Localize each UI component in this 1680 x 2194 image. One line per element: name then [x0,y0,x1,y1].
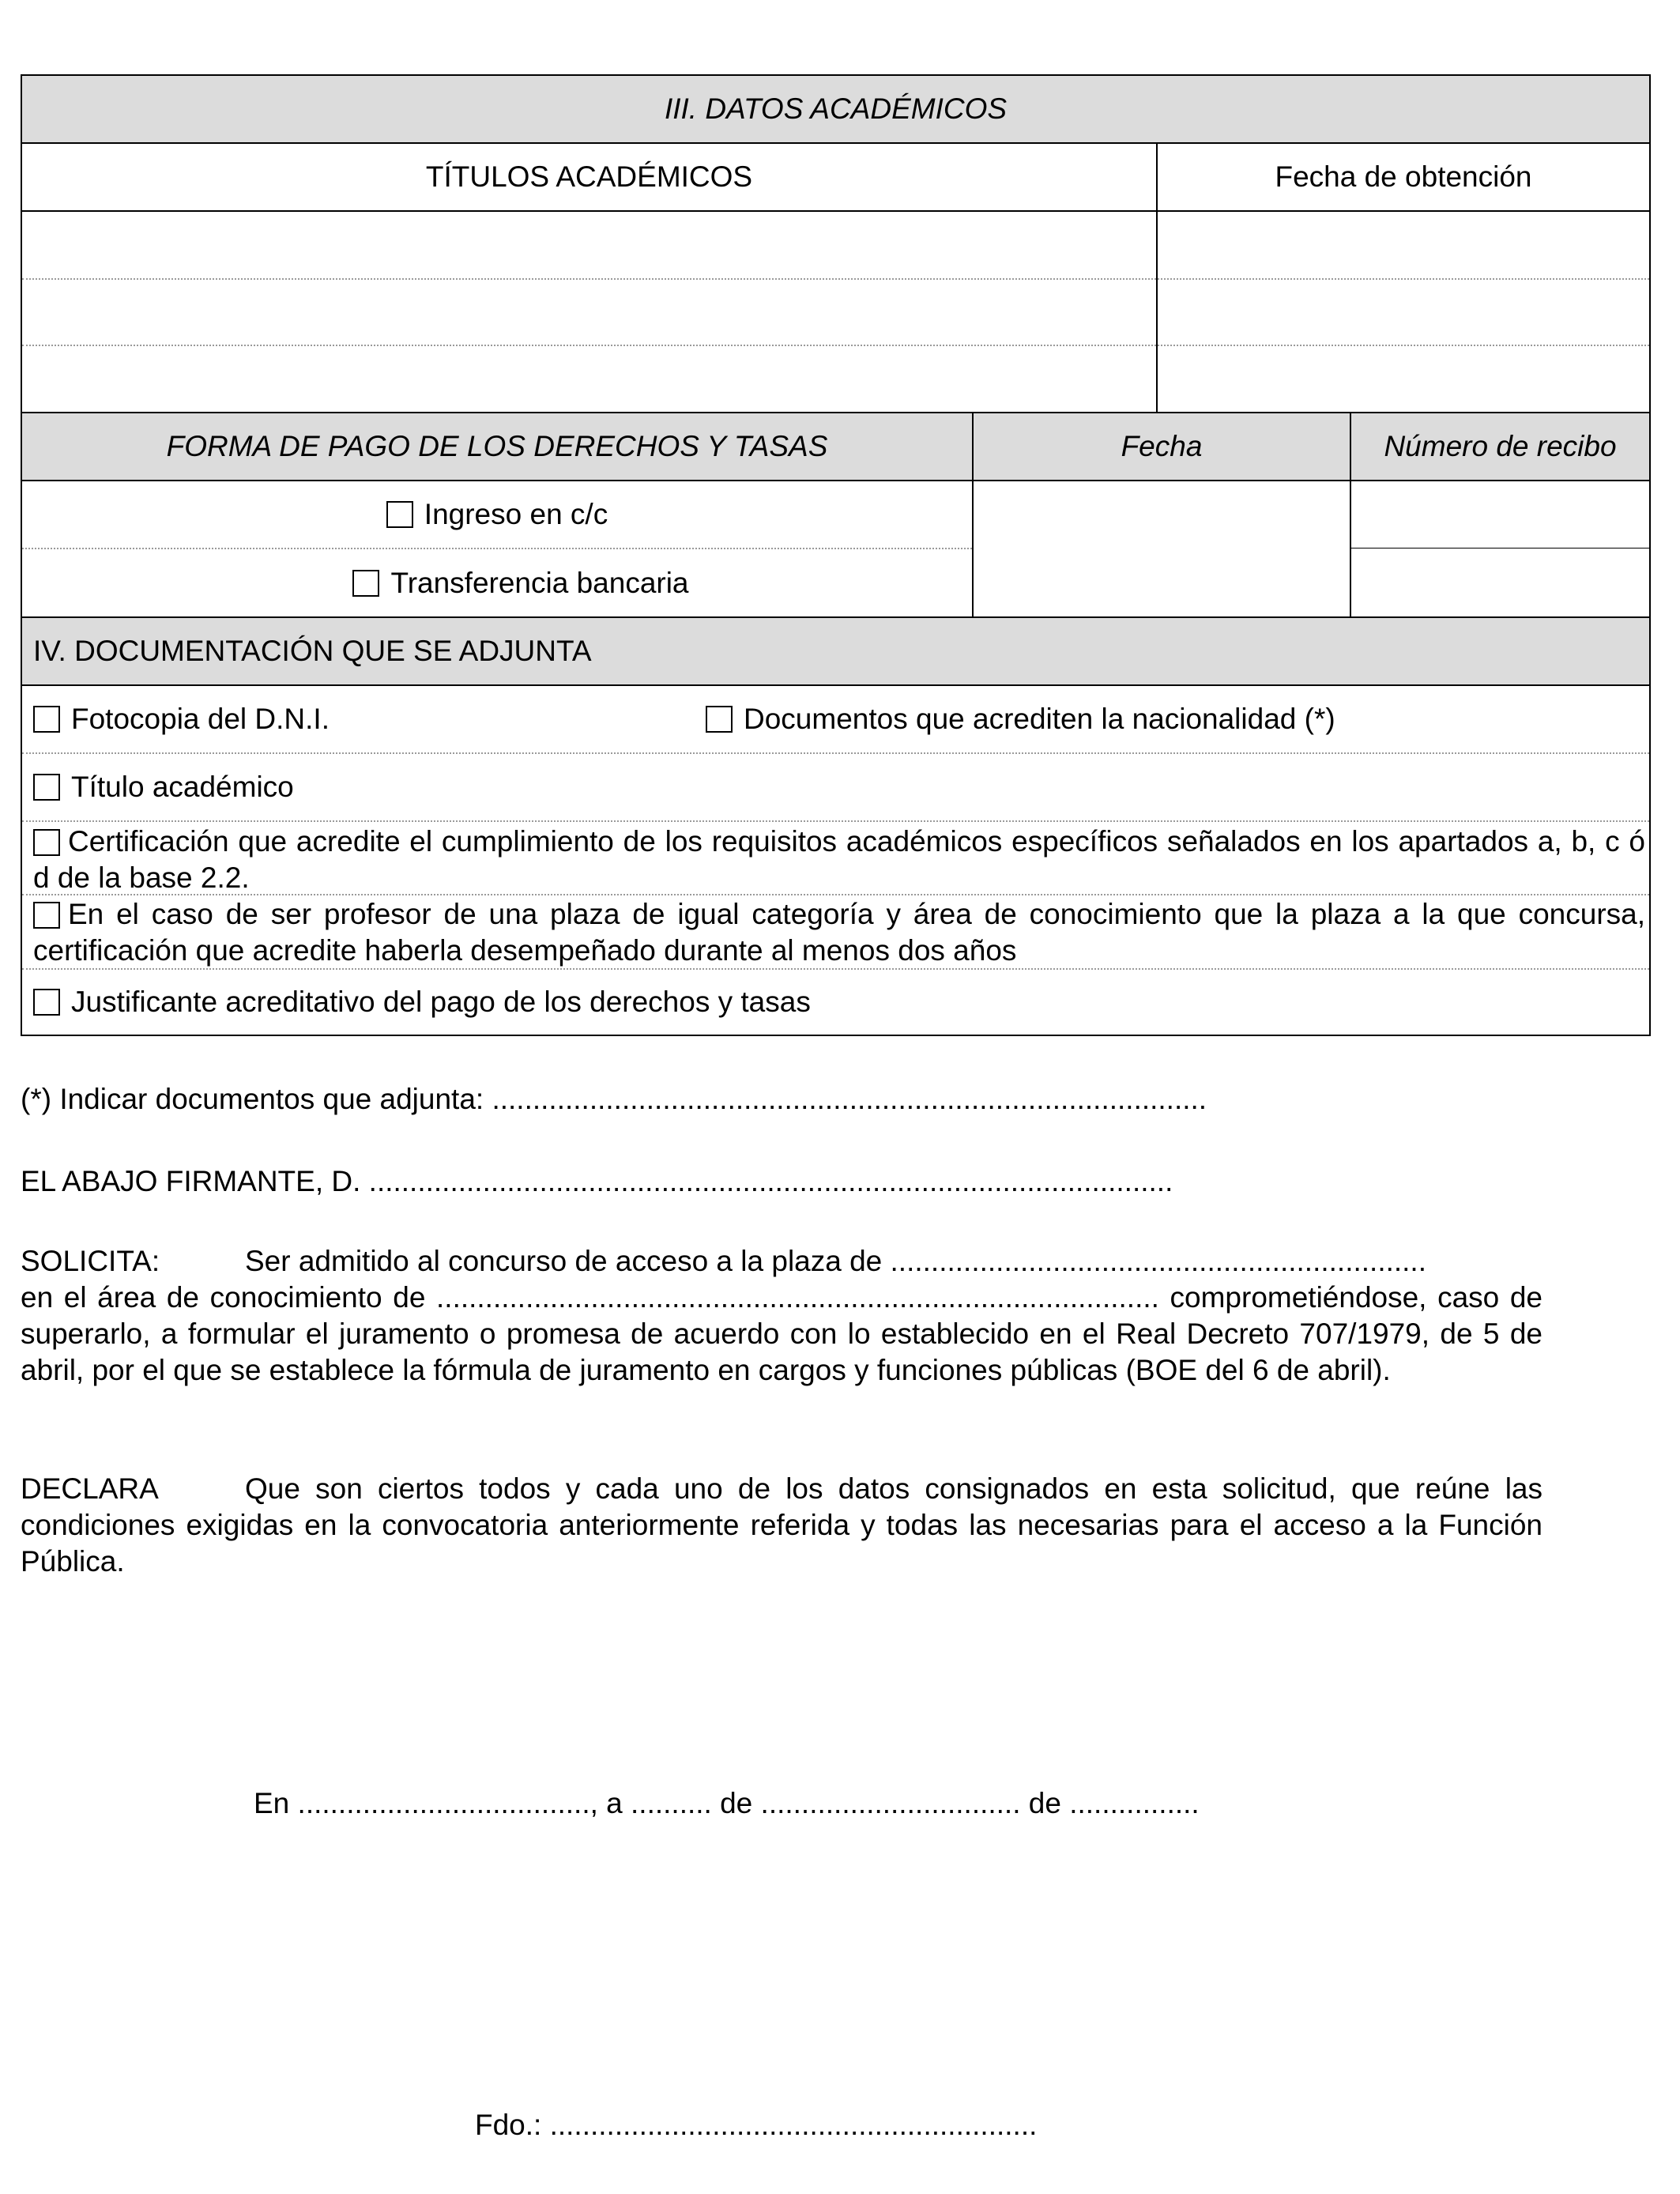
solicita-label: SOLICITA: [21,1245,160,1277]
doc-item-nationality[interactable] [706,686,1646,752]
signer-line: EL ABAJO FIRMANTE, D. ................................................................................................... [21,1165,1173,1197]
checkbox[interactable] [33,829,60,856]
academic-title-field-2[interactable] [22,280,1156,345]
obtention-date-field-2[interactable] [1158,280,1649,345]
payment-option-label: Ingreso en c/c [424,498,608,530]
receipt-number-field-2[interactable] [1351,549,1649,616]
doc-item-label: Título académico [71,771,294,803]
checkbox[interactable] [352,570,379,597]
checkbox[interactable] [33,902,60,929]
section4-title: IV. DOCUMENTACIÓN QUE SE ADJUNTA [33,635,592,667]
solicita-text: Ser admitido al concurso de acceso a la plaza de .................................................................. [245,1245,1426,1277]
payment-method-header: FORMA DE PAGO DE LOS DERECHOS Y TASAS [166,430,828,462]
place-date-line: En ...................................., a .......... de ................................ de ................ [254,1787,1200,1819]
payment-date-header: Fecha [1121,430,1203,462]
doc-item-payment-proof[interactable] [33,970,1645,1035]
doc-item-text [33,896,1645,969]
checkbox[interactable] [33,774,60,801]
checkbox[interactable] [706,706,733,733]
doc-item-label: En el caso de ser profesor de una plaza de igual categoría y área de conocimiento que la plaza a la que concursa, certificación que acredite haberla desempeñado durante al menos dos años [33,898,1645,967]
checkbox[interactable] [33,989,60,1016]
checkbox[interactable] [33,706,60,733]
declara-text: Que son ciertos todos y cada uno de los datos consignados en esta solicitud, que reúne las condiciones exigidas en la convocatoria anteriormente referida y todas las necesarias para el acceso a la Función Pública. [21,1472,1543,1578]
payment-option-label: Transferencia bancaria [390,566,689,599]
obtention-date-field-3[interactable] [1158,346,1649,412]
payment-option-deposit[interactable] [22,481,972,548]
checkbox[interactable] [386,501,413,528]
attached-documents-note: (*) Indicar documentos que adjunta: ........................................................................................ [21,1083,1207,1115]
dotted-divider [22,820,1649,822]
doc-item-academic-title[interactable] [33,754,1645,820]
doc-item-professor-certification[interactable] [33,896,1645,966]
payment-date-field-2[interactable] [974,549,1350,616]
doc-item-label: Fotocopia del D.N.I. [71,703,330,735]
receipt-number-header: Número de recibo [1384,430,1617,462]
dotted-divider [22,894,1649,895]
payment-option-transfer[interactable] [22,549,972,616]
obtention-date-header: Fecha de obtención [1275,160,1532,193]
doc-item-label: Justificante acreditativo del pago de los derechos y tasas [71,986,811,1018]
academic-title-field-3[interactable] [22,346,1156,412]
doc-item-text [33,824,1645,896]
doc-item-label: Documentos que acrediten la nacionalidad (*) [744,703,1335,735]
academic-titles-header: TÍTULOS ACADÉMICOS [425,160,753,193]
solicita-paragraph: en el área de conocimiento de ......................................................................................... comprometiéndose, caso de superarlo, a formular el juramento o promesa de acuerdo con lo establecido en el Real Decreto 707/1979, de 5 de abril, por el que se establece la fórmula de juramento en cargos y funciones públicas (BOE del 6 de abril). [21,1281,1543,1386]
solicita-first-line [21,1243,1426,1280]
receipt-number-field-1[interactable] [1351,481,1649,548]
signature-line: Fdo.: ............................................................ [475,2109,1038,2141]
doc-item-label: Certificación que acredite el cumplimiento de los requisitos académicos específicos señalados en los apartados a, b, c ó d de la base 2.2. [33,825,1645,894]
declara-paragraph [21,1471,1543,1580]
declara-label: DECLARA [21,1472,159,1505]
payment-date-field-1[interactable] [974,481,1350,548]
doc-item-certification[interactable] [33,824,1645,893]
doc-item-dni[interactable] [33,686,713,752]
academic-title-field-1[interactable] [22,212,1156,278]
obtention-date-field-1[interactable] [1158,212,1649,278]
section3-title: III. DATOS ACADÉMICOS [664,92,1008,125]
